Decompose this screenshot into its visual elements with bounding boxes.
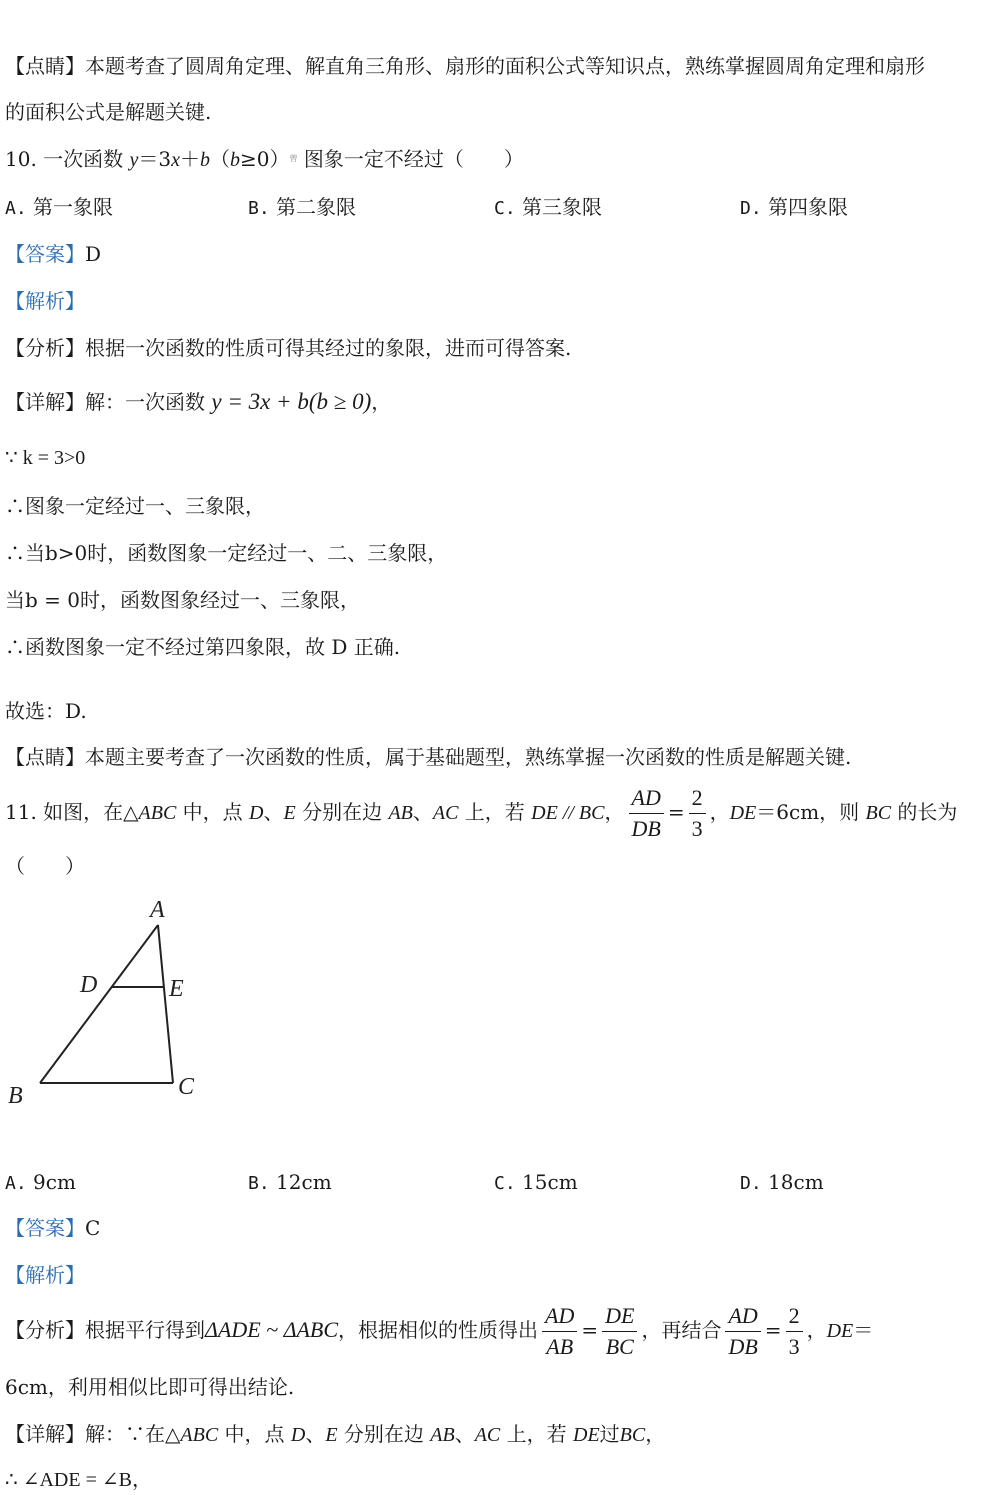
q10-step-5: ∴函数图象一定不经过第四象限，故 D 正确.	[5, 635, 401, 659]
q10-stem: 10. 一次函数 y＝3x＋b（b≥0）$^曾$ 图象一定不经过（ ）	[5, 147, 524, 171]
q10-xiangjie: 【详解】解：一次函数 y = 3x + b(b ≥ 0)，	[5, 389, 392, 414]
triangle-figure	[0, 890, 230, 1120]
segment-ac	[158, 925, 173, 1083]
q10-option-c: C. 第三象限	[494, 195, 603, 219]
label-c: C	[178, 1074, 195, 1100]
fraction-ad-db-2: $\frac{AD}{DB}$	[725, 1301, 760, 1362]
small-mark: 曾	[289, 154, 298, 163]
q10-dianjing: 【点睛】本题主要考查了一次函数的性质，属于基础题型，熟练掌握一次函数的性质是解题关键.	[5, 745, 852, 769]
q10-step-1: ∵ k = 3>0	[5, 447, 86, 469]
q11-xiangjie: 【详解】解：∵在△ABC 中，点 D、E 分别在边 AB、AC 上，若 DE过BC，	[5, 1422, 666, 1446]
q10-step-3: ∴当b>0时，函数图象一定经过一、二、三象限，	[5, 541, 448, 565]
label-e: E	[169, 976, 184, 1002]
q10-fenxi: 【分析】根据一次函数的性质可得其经过的象限，进而可得答案.	[5, 336, 572, 360]
dianjing-text-1: 本题考查了圆周角定理、解直角三角形、扇形的面积公式等知识点，熟练掌握圆周角定理和扇形	[85, 54, 925, 78]
dianjing-tag: 【点睛】	[5, 54, 85, 78]
q11-option-b: B. 12cm	[248, 1170, 332, 1194]
q11-last-line: ∴ ∠ADE = ∠B，	[5, 1469, 152, 1491]
q11-option-a: A. 9cm	[5, 1170, 76, 1194]
dianjing-line-1	[5, 52, 925, 80]
q11-stem: 11. 如图，在△ABC 中，点 D、E 分别在边 AB、AC 上，若 DE // BC， $\frac{AD}{DB}$ = $\frac{2}{3}$ ，DE＝6cm，则 BC 的长为	[5, 782, 957, 844]
q10-option-d: D. 第四象限	[740, 195, 849, 219]
q10-jiexi-tag: 【解析】	[5, 289, 85, 313]
fraction-ad-ab: $\frac{AD}{AB}$	[542, 1301, 577, 1362]
label-b: B	[8, 1083, 23, 1109]
label-a: A	[150, 897, 165, 923]
q10-option-b: B. 第二象限	[248, 195, 357, 219]
fraction-ad-db: $\frac{AD}{DB}$	[629, 783, 664, 844]
q10-answer: 【答案】D	[5, 242, 102, 266]
q11-option-d: D. 18cm	[740, 1170, 824, 1194]
q11-answer: 【答案】C	[5, 1216, 101, 1240]
fraction-2-3: $\frac{2}{3}$	[689, 783, 706, 844]
dianjing-line-2: 的面积公式是解题关键.	[5, 100, 212, 124]
q11-option-c: C. 15cm	[494, 1170, 578, 1194]
q11-jiexi-tag: 【解析】	[5, 1263, 85, 1287]
fraction-de-bc: $\frac{DE}{BC}$	[602, 1301, 637, 1362]
q10-step-4: 当b = 0时，函数图象经过一、三象限，	[5, 588, 360, 612]
q10-choose: 故选：D.	[5, 699, 87, 723]
q10-step-2: ∴图象一定经过一、三象限，	[5, 494, 265, 518]
segment-ab	[40, 925, 158, 1083]
q11-paren: （ ）	[5, 854, 85, 878]
fraction-2-3-b: $\frac{2}{3}$	[786, 1301, 803, 1362]
q10-option-a: A. 第一象限	[5, 195, 114, 219]
q11-fenxi-line-2: 6cm，利用相似比即可得出结论.	[5, 1375, 295, 1399]
q11-fenxi: 【分析】根据平行得到ΔADE ~ ΔABC，根据相似的性质得出 $\frac{AD}{AB}$ = $\frac{DE}{BC}$ ，再结合 $\frac{AD}{DB}$ = $\frac{2}{3}$ ，DE＝	[5, 1300, 873, 1362]
label-d: D	[80, 972, 98, 998]
